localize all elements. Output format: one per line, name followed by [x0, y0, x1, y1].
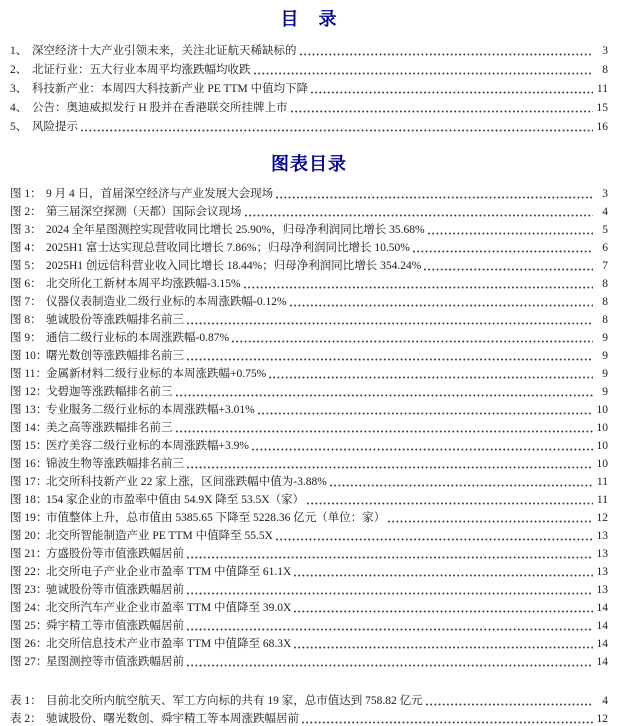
dot-leader — [290, 303, 593, 308]
dot-leader — [276, 195, 593, 200]
page-number: 14 — [596, 656, 608, 668]
toc-entry-text: 风险提示 — [32, 121, 78, 133]
tables-toc-list — [10, 692, 608, 726]
dot-leader — [294, 645, 593, 650]
figure-entry-text: 美之高等涨跌幅排名前三 — [46, 422, 173, 434]
page-number: 12 — [596, 713, 608, 725]
toc-entry-number: 3、 — [10, 83, 28, 95]
figure-entry-text: 2025H1 创远信科营业收入同比增长 18.44%；归母净利润同比增长 354.24% — [46, 260, 422, 272]
figure-entry-number: 图 9： — [10, 332, 42, 344]
figure-entry-number: 图 16： — [10, 458, 48, 470]
figure-entry-number: 图 10： — [10, 350, 48, 362]
figure-entry-number: 图 11： — [10, 368, 47, 380]
page-number: 16 — [596, 121, 608, 133]
page-number: 13 — [596, 584, 608, 596]
page-number: 13 — [596, 548, 608, 560]
dot-leader — [388, 519, 593, 524]
figure-entry-text: 2025H1 富士达实现总营收同比增长 7.86%；归母净利润同比增长 10.50% — [46, 242, 410, 254]
figure-entry-number: 图 19： — [10, 512, 48, 524]
figure-entry-number: 图 21： — [10, 548, 48, 560]
figure-entry-number: 图 2： — [10, 206, 42, 218]
figure-entry[interactable] — [10, 527, 608, 545]
figure-entry[interactable] — [10, 599, 608, 617]
page-number: 5 — [602, 224, 608, 236]
figure-entry-text: 北交所智能制造产业 PE TTM 中值降至 55.5X — [46, 530, 273, 542]
figure-entry-number: 图 6： — [10, 278, 42, 290]
toc-entry[interactable] — [10, 98, 608, 117]
figure-entry[interactable] — [10, 401, 608, 419]
table-entry[interactable] — [10, 692, 608, 710]
figure-entry-number: 图 13： — [10, 404, 48, 416]
dot-leader — [294, 573, 593, 578]
dot-leader — [426, 702, 593, 707]
page-number: 6 — [602, 242, 608, 254]
toc-entry[interactable] — [10, 117, 608, 136]
dot-leader — [176, 429, 594, 434]
figure-entry-number: 图 20： — [10, 530, 48, 542]
dot-leader — [187, 357, 593, 362]
table-entry-number: 表 1： — [10, 695, 42, 707]
page-number: 8 — [602, 296, 608, 308]
figure-entry-text: 锦波生物等涨跌幅排名前三 — [46, 458, 184, 470]
dot-leader — [187, 465, 593, 470]
toc-entry-number: 5、 — [10, 121, 28, 133]
main-toc-list — [10, 41, 608, 136]
figure-entry-number: 图 3： — [10, 224, 42, 236]
page-number: 13 — [596, 566, 608, 578]
figure-entry-text: 2024 全年星图测控实现营收同比增长 25.90%，归母净利润同比增长 35.68% — [46, 224, 425, 236]
dot-leader — [311, 90, 593, 95]
page-number: 7 — [602, 260, 608, 272]
dot-leader — [302, 720, 593, 725]
figure-entry[interactable] — [10, 653, 608, 671]
page-number: 11 — [596, 83, 608, 95]
figure-entry[interactable] — [10, 383, 608, 401]
figure-entry-text: 星图测控等市值涨跌幅居前 — [46, 656, 184, 668]
figure-entry[interactable] — [10, 221, 608, 239]
figure-entry-number: 图 23： — [10, 584, 48, 596]
table-entry-text: 目前北交所内航空航天、军工方向标的共有 19 家，总市值达到 758.82 亿元 — [46, 695, 423, 707]
figure-entry-text: 专业服务二级行业标的本周涨跌幅+3.01% — [46, 404, 255, 416]
dot-leader — [244, 285, 593, 290]
figure-entry-text: 北交所汽车产业企业市盈率 TTM 中值降至 39.0X — [46, 602, 292, 614]
figure-entry[interactable] — [10, 203, 608, 221]
table-entry[interactable] — [10, 710, 608, 726]
figure-entry-number: 图 14： — [10, 422, 48, 434]
dot-leader — [307, 501, 593, 506]
toc-entry-text: 北证行业：五大行业本周平均涨跌幅均收跌 — [32, 64, 251, 76]
figure-entry[interactable] — [10, 293, 608, 311]
figure-entry[interactable] — [10, 437, 608, 455]
figure-entry[interactable] — [10, 491, 608, 509]
table-entry-number: 表 2： — [10, 713, 42, 725]
figure-entry-number: 图 17： — [10, 476, 48, 488]
figure-entry[interactable] — [10, 257, 608, 275]
dot-leader — [269, 375, 593, 380]
page-number: 8 — [602, 278, 608, 290]
dot-leader — [187, 321, 593, 326]
figure-entry-number: 图 8： — [10, 314, 42, 326]
figure-entry-number: 图 12： — [10, 386, 48, 398]
figures-toc-list — [10, 185, 608, 671]
dot-leader — [187, 627, 593, 632]
dot-leader — [245, 213, 594, 218]
page-number: 9 — [602, 368, 608, 380]
figure-entry[interactable] — [10, 563, 608, 581]
figure-entry-text: 金属新材料二级行业标的本周涨跌幅+0.75% — [46, 368, 267, 380]
figure-entry[interactable] — [10, 185, 608, 203]
figure-entry[interactable] — [10, 581, 608, 599]
toc-entry-number: 4、 — [10, 102, 28, 114]
figure-entry[interactable] — [10, 635, 608, 653]
figure-entry[interactable] — [10, 419, 608, 437]
dot-leader — [81, 128, 593, 133]
figure-entry[interactable] — [10, 239, 608, 257]
figure-entry-number: 图 27： — [10, 656, 48, 668]
toc-entry[interactable] — [10, 41, 608, 60]
page-number: 10 — [596, 440, 608, 452]
dot-leader — [187, 663, 593, 668]
toc-entry-text: 公告：奥迪威拟发行 H 股并在香港联交所挂牌上市 — [32, 102, 288, 114]
toc-entry-number: 1、 — [10, 45, 28, 57]
dot-leader — [252, 447, 593, 452]
figure-entry-text: 北交所电子产业企业市盈率 TTM 中值降至 61.1X — [46, 566, 292, 578]
figure-entry-text: 9 月 4 日，首届深空经济与产业发展大会现场 — [46, 188, 274, 200]
figure-entry-text: 戈碧迦等涨跌幅排名前三 — [46, 386, 173, 398]
figure-entry-text: 北交所信息技术产业市盈率 TTM 中值降至 68.3X — [46, 638, 292, 650]
page-number: 15 — [596, 102, 608, 114]
figure-entry-text: 医疗美容二级行业标的本周涨跌幅+3.9% — [46, 440, 249, 452]
dot-leader — [300, 52, 594, 57]
figure-entry-number: 图 7： — [10, 296, 42, 308]
figure-entry[interactable] — [10, 365, 608, 383]
figure-entry-number: 图 24： — [10, 602, 48, 614]
toc-entry[interactable] — [10, 79, 608, 98]
dot-leader — [176, 393, 594, 398]
dot-leader — [294, 609, 593, 614]
figure-entry-text: 方盛股份等市值涨跌幅居前 — [46, 548, 184, 560]
figure-entry[interactable] — [10, 329, 608, 347]
figure-entry-text: 舜宇精工等市值涨跌幅居前 — [46, 620, 184, 632]
figure-entry-text: 北交所化工新材本周平均涨跌幅-3.15% — [46, 278, 241, 290]
toc-entry-text: 深空经济十大产业引领未来，关注北证航天稀缺标的 — [32, 45, 297, 57]
dot-leader — [276, 537, 593, 542]
page-number: 3 — [602, 188, 608, 200]
page-number: 14 — [596, 638, 608, 650]
figure-entry-number: 图 26： — [10, 638, 48, 650]
figure-entry-text: 仪器仪表制造业二级行业标的本周涨跌幅-0.12% — [46, 296, 287, 308]
page-number: 11 — [596, 476, 608, 488]
dot-leader — [413, 249, 593, 254]
dot-leader — [428, 231, 593, 236]
page-number: 14 — [596, 620, 608, 632]
figure-entry-number: 图 4： — [10, 242, 42, 254]
toc-entry[interactable] — [10, 60, 608, 79]
page-number: 14 — [596, 602, 608, 614]
figure-entry-number: 图 15： — [10, 440, 48, 452]
toc-entry-text: 科技新产业：本周四大科技新产业 PE TTM 中值均下降 — [32, 83, 309, 95]
figure-entry[interactable] — [10, 617, 608, 635]
figures-title: 图表目录 — [271, 154, 347, 174]
figure-entry-text: 154 家企业的市盈率中值由 54.9X 降至 53.5X（家） — [46, 494, 305, 506]
toc-entry-number: 2、 — [10, 64, 28, 76]
dot-leader — [232, 339, 593, 344]
page-number: 10 — [596, 458, 608, 470]
figure-entry-number: 图 18： — [10, 494, 48, 506]
page-number: 8 — [602, 64, 608, 76]
page-number: 3 — [602, 45, 608, 57]
figure-entry[interactable] — [10, 545, 608, 563]
figure-entry-number: 图 5： — [10, 260, 42, 272]
page-number: 4 — [602, 206, 608, 218]
figure-entry[interactable] — [10, 347, 608, 365]
page-number: 9 — [602, 332, 608, 344]
page-number: 9 — [602, 386, 608, 398]
figure-entry-text: 市值整体上升，总市值由 5385.65 下降至 5228.36 亿元（单位：家） — [46, 512, 386, 524]
figure-entry[interactable] — [10, 509, 608, 527]
figure-entry-number: 图 25： — [10, 620, 48, 632]
figure-entry[interactable] — [10, 455, 608, 473]
figure-entry-number: 图 22： — [10, 566, 48, 578]
dot-leader — [291, 109, 593, 114]
figure-entry[interactable] — [10, 311, 608, 329]
toc-title: 目 录 — [280, 9, 338, 29]
page-number: 8 — [602, 314, 608, 326]
figure-entry[interactable] — [10, 275, 608, 293]
dot-leader — [187, 555, 593, 560]
figure-entry-number: 图 1： — [10, 188, 42, 200]
page-number: 10 — [596, 404, 608, 416]
page-number: 12 — [596, 512, 608, 524]
dot-leader — [424, 267, 593, 272]
figure-entry-text: 第三届深空探测（天都）国际会议现场 — [46, 206, 242, 218]
figure-entry-text: 曙光数创等涨跌幅排名前三 — [46, 350, 184, 362]
figure-entry-text: 通信二级行业标的本周涨跌幅-0.87% — [46, 332, 230, 344]
page-number: 9 — [602, 350, 608, 362]
page-number: 13 — [596, 530, 608, 542]
figure-entry-text: 北交所科技新产业 22 家上涨，区间涨跌幅中值为-3.88% — [46, 476, 327, 488]
dot-leader — [187, 591, 593, 596]
dot-leader — [258, 411, 593, 416]
page-number: 10 — [596, 422, 608, 434]
page-number: 4 — [602, 695, 608, 707]
dot-leader — [254, 71, 594, 76]
table-entry-text: 驰诚股份、曙光数创、舜宇精工等本周涨跌幅居前 — [46, 713, 299, 725]
figure-entry-text: 驰诚股份等市值涨跌幅居前 — [46, 584, 184, 596]
figure-entry-text: 驰诚股份等涨跌幅排名前三 — [46, 314, 184, 326]
figure-entry[interactable] — [10, 473, 608, 491]
dot-leader — [330, 483, 593, 488]
page-number: 11 — [596, 494, 608, 506]
